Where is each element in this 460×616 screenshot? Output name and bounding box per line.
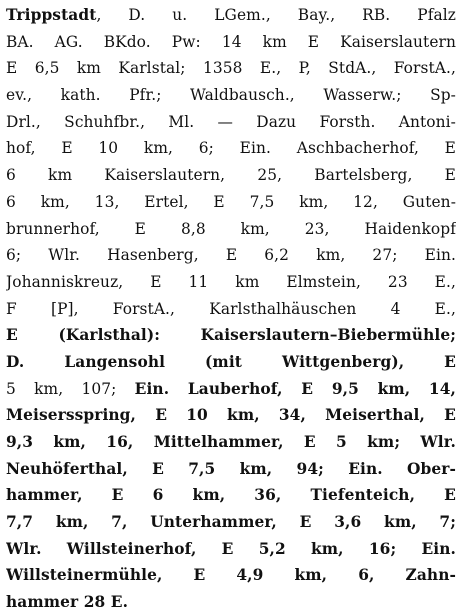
- entry-line: [6, 349, 456, 376]
- entry-text-bold: Neuhöferthal, E 7,5 km, 94; Ein. Ober-: [6, 459, 456, 478]
- entry-text: BA. AG. BKdo. Pw: 14 km E Kaiserslautern: [6, 32, 456, 51]
- entry-text: 6 km Kaiserslautern, 25, Bartelsberg, E: [6, 166, 456, 185]
- entry-line: [6, 55, 456, 82]
- entry-line: [6, 189, 456, 216]
- entry-text-bold: hammer 28 E.: [6, 593, 129, 612]
- entry-text-bold: Ein. Lauberhof, E 9,5 km, 14,: [134, 379, 456, 398]
- entry-text-bold: E (Karlsthal): Kaiserslautern–Biebermühle;: [6, 326, 456, 345]
- entry-text: 5 km, 107;: [6, 379, 135, 398]
- entry-line: [6, 322, 456, 349]
- entry-text-bold: 7,7 km, 7, Unterhammer, E 3,6 km, 7;: [6, 513, 456, 532]
- entry-text-bold: 9,3 km, 16, Mittelhammer, E 5 km; Wlr.: [6, 433, 456, 451]
- entry-line: [6, 402, 456, 429]
- entry-text: brunnerhof, E 8,8 km, 23, Haidenkopf: [6, 219, 456, 238]
- entry-text: , D. u. LGem., Bay., RB. Pfalz: [96, 6, 456, 24]
- entry-line: [6, 429, 456, 456]
- entry-line: [6, 269, 456, 296]
- entry-text: E 6,5 km Karlstal; 1358 E., P, StdA., ForstA.,: [6, 59, 456, 78]
- entry-line: [6, 536, 456, 563]
- entry-text: hof, E 10 km, 6; Ein. Aschbacherhof, E: [6, 139, 456, 158]
- entry-text: ev., kath. Pfr.; Waldbausch., Wasserw.; Sp-: [6, 86, 456, 105]
- entry-line: [6, 82, 456, 109]
- entry-line: [6, 242, 456, 269]
- entry-line: [6, 509, 456, 536]
- entry-line: [6, 376, 456, 403]
- entry-text: 6 km, 13, Ertel, E 7,5 km, 12, Guten-: [6, 192, 456, 211]
- entry-line: [6, 29, 456, 56]
- entry-text-bold: Wlr. Willsteinerhof, E 5,2 km, 16; Ein.: [6, 539, 456, 558]
- entry-text: 6; Wlr. Hasenberg, E 6,2 km, 27; Ein.: [6, 246, 456, 265]
- entry-line: [6, 216, 456, 243]
- entry-headword: Trippstadt: [6, 6, 97, 24]
- entry-line: [6, 135, 456, 162]
- entry-line: [6, 109, 456, 136]
- entry-text: F [P], ForstA., Karlsthalhäuschen 4 E.,: [6, 299, 456, 318]
- entry-line: [6, 562, 456, 589]
- entry-line: [6, 589, 456, 616]
- entry-line: [6, 482, 456, 509]
- entry-line: [6, 162, 456, 189]
- entry-text-bold: hammer, E 6 km, 36, Tiefenteich, E: [6, 486, 456, 505]
- entry-line: [6, 2, 456, 29]
- entry-line: [6, 456, 456, 483]
- entry-text: Johanniskreuz, E 11 km Elmstein, 23 E.,: [6, 272, 456, 291]
- entry-text-bold: Willsteinermühle, E 4,9 km, 6, Zahn-: [6, 566, 456, 585]
- entry-text: Drl., Schuhfbr., Ml. — Dazu Forsth. Antoni-: [6, 112, 456, 131]
- entry-text-bold: D. Langensohl (mit Wittgenberg), E: [6, 352, 456, 371]
- entry-text-bold: Meisersspring, E 10 km, 34, Meiserthal, E: [6, 406, 456, 425]
- entry-line: [6, 296, 456, 323]
